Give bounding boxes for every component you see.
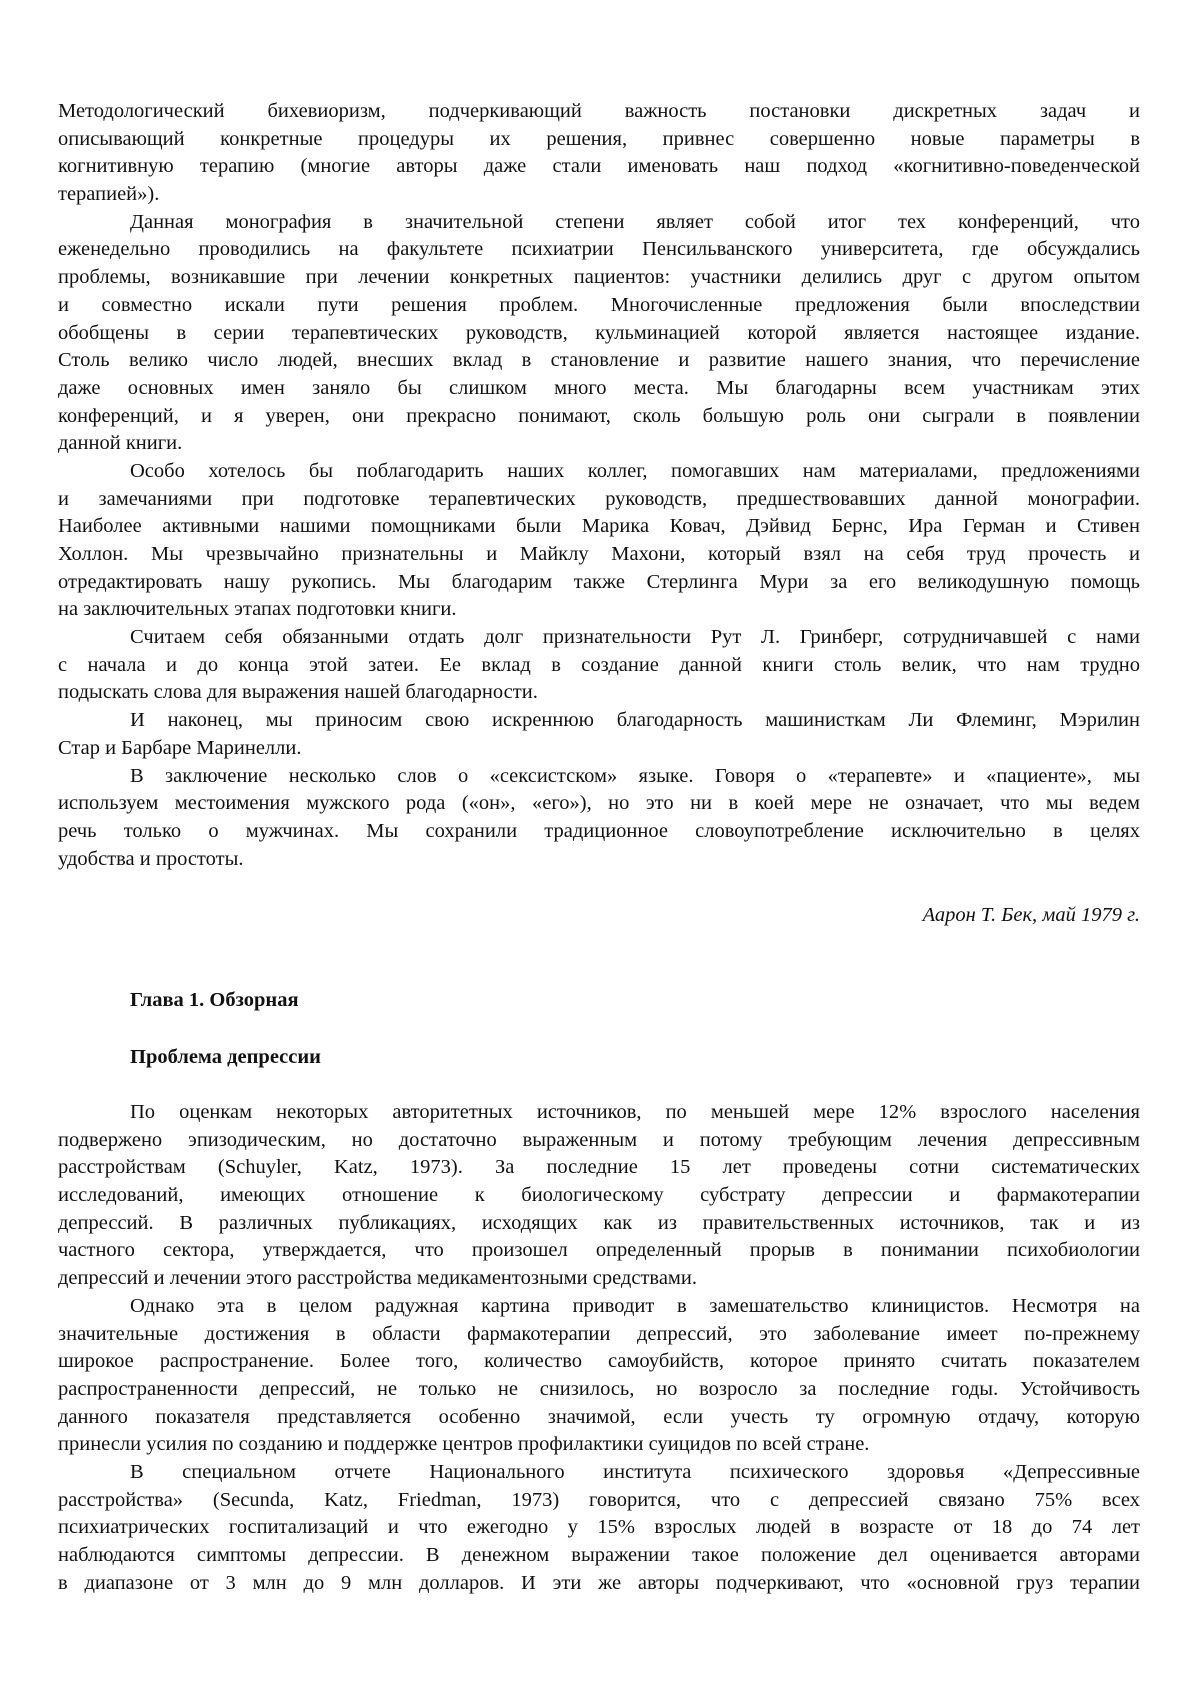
text-line: Данная монография в значительной степени являет собой итог тех конференций, что	[58, 209, 1140, 237]
text-line: данной книги.	[58, 430, 1140, 458]
text-line: В заключение несколько слов о «сексистском» языке. Говоря о «терапевте» и «пациенте», мы	[58, 763, 1140, 791]
text-line: По оценкам некоторых авторитетных источников, по меньшей мере 12% взрослого населения	[58, 1099, 1140, 1127]
text-line: с начала и до конца этой затеи. Ее вклад в создание данной книги столь велик, что нам трудно	[58, 652, 1140, 680]
text-line: Особо хотелось бы поблагодарить наших коллег, помогавших нам материалами, предложениями	[58, 458, 1140, 486]
text-line: расстройства» (Secunda, Katz, Friedman, 1973) говорится, что с депрессией связано 75% всех	[58, 1487, 1140, 1515]
text-line: отредактировать нашу рукопись. Мы благодарим также Стерлинга Мури за его великодушную помощь	[58, 569, 1140, 597]
text-line: в диапазоне от 3 млн до 9 млн долларов. И эти же авторы подчеркивают, что «основной груз терапии	[58, 1570, 1140, 1598]
text-line: исследований, имеющих отношение к биологическому субстрату депрессии и фармакотерапии	[58, 1182, 1140, 1210]
paragraph	[58, 209, 1140, 458]
text-line: на заключительных этапах подготовки книги.	[58, 596, 1140, 624]
text-line: Холлон. Мы чрезвычайно признательны и Майклу Махони, который взял на себя труд прочесть и	[58, 541, 1140, 569]
text-line: принесли усилия по созданию и поддержке центров профилактики суицидов по всей стране.	[58, 1431, 1140, 1459]
paragraph	[58, 1099, 1140, 1293]
text-line: В специальном отчете Национального института психического здоровья «Депрессивные	[58, 1459, 1140, 1487]
text-line: Считаем себя обязанными отдать долг признательности Рут Л. Гринберг, сотрудничавшей с нами	[58, 624, 1140, 652]
paragraph	[58, 624, 1140, 707]
text-line: Наиболее активными нашими помощниками были Марика Ковач, Дэйвид Бернс, Ира Герман и Стивен	[58, 513, 1140, 541]
text-line: депрессий. В различных публикациях, исходящих как из правительственных источников, так и из	[58, 1210, 1140, 1238]
text-line: широкое распространение. Более того, количество самоубийств, которое принято считать показателем	[58, 1348, 1140, 1376]
text-line: даже основных имен заняло бы слишком много места. Мы благодарны всем участникам этих	[58, 375, 1140, 403]
paragraph	[58, 763, 1140, 874]
paragraph	[58, 707, 1140, 762]
text-line: значительные достижения в области фармакотерапии депрессий, это заболевание имеет по-прежнему	[58, 1321, 1140, 1349]
author-signature: Аарон Т. Бек, май 1979 г.	[923, 901, 1140, 929]
text-line: депрессий и лечении этого расстройства медикаментозными средствами.	[58, 1265, 1140, 1293]
text-line: Стар и Барбаре Маринелли.	[58, 735, 1140, 763]
text-line: Столь велико число людей, внесших вклад в становление и развитие нашего знания, что перечисление	[58, 347, 1140, 375]
text-line: речь только о мужчинах. Мы сохранили традиционное словоупотребление исключительно в целях	[58, 818, 1140, 846]
paragraph	[58, 98, 1140, 209]
text-line: используем местоимения мужского рода («он», «его»), но это ни в коей мере не означает, что мы ведем	[58, 790, 1140, 818]
text-line: описывающий конкретные процедуры их решения, привнес совершенно новые параметры в	[58, 126, 1140, 154]
text-line: распространенности депрессий, не только не снизилось, но возросло за последние годы. Устойчивость	[58, 1376, 1140, 1404]
text-line: подвержено эпизодическим, но достаточно выраженным и потому требующим лечения депрессивным	[58, 1127, 1140, 1155]
text-line: удобства и простоты.	[58, 846, 1140, 874]
text-line: и совместно искали пути решения проблем. Многочисленные предложения были впоследствии	[58, 292, 1140, 320]
text-line: частного сектора, утверждается, что произошел определенный прорыв в понимании психобиологии	[58, 1237, 1140, 1265]
section-title: Проблема депрессии	[130, 1043, 321, 1071]
text-line: И наконец, мы приносим свою искреннюю благодарность машинисткам Ли Флеминг, Мэрилин	[58, 707, 1140, 735]
text-line: наблюдаются симптомы депрессии. В денежном выражении такое положение дел оценивается авторами	[58, 1542, 1140, 1570]
text-line: конференций, и я уверен, они прекрасно понимают, сколь большую роль они сыграли в появлении	[58, 403, 1140, 431]
text-line: Однако эта в целом радужная картина приводит в замешательство клиницистов. Несмотря на	[58, 1293, 1140, 1321]
text-line: и замечаниями при подготовке терапевтических руководств, предшествовавших данной монографии.	[58, 486, 1140, 514]
text-line: проблемы, возникавшие при лечении конкретных пациентов: участники делились друг с другом опытом	[58, 264, 1140, 292]
text-line: когнитивную терапию (многие авторы даже стали именовать наш подход «когнитивно-поведенческой	[58, 153, 1140, 181]
paragraph	[58, 1459, 1140, 1597]
text-line: подыскать слова для выражения нашей благодарности.	[58, 679, 1140, 707]
text-line: Методологический бихевиоризм, подчеркивающий важность постановки дискретных задач и	[58, 98, 1140, 126]
chapter-body-text	[58, 1099, 1140, 1597]
text-line: расстройствам (Schuyler, Katz, 1973). За последние 15 лет проведены сотни систематических	[58, 1154, 1140, 1182]
text-line: данного показателя представляется особенно значимой, если учесть ту огромную отдачу, которую	[58, 1404, 1140, 1432]
text-line: терапией»).	[58, 181, 1140, 209]
paragraph	[58, 458, 1140, 624]
text-line: обобщены в серии терапевтических руководств, кульминацией которой является настоящее издание.	[58, 320, 1140, 348]
text-line: еженедельно проводились на факультете психиатрии Пенсильванского университета, где обсуждались	[58, 236, 1140, 264]
preface-text	[58, 98, 1140, 873]
text-line: психиатрических госпитализаций и что ежегодно у 15% взрослых людей в возрасте от 18 до 74 лет	[58, 1514, 1140, 1542]
chapter-title: Глава 1. Обзорная	[130, 986, 299, 1014]
paragraph	[58, 1293, 1140, 1459]
